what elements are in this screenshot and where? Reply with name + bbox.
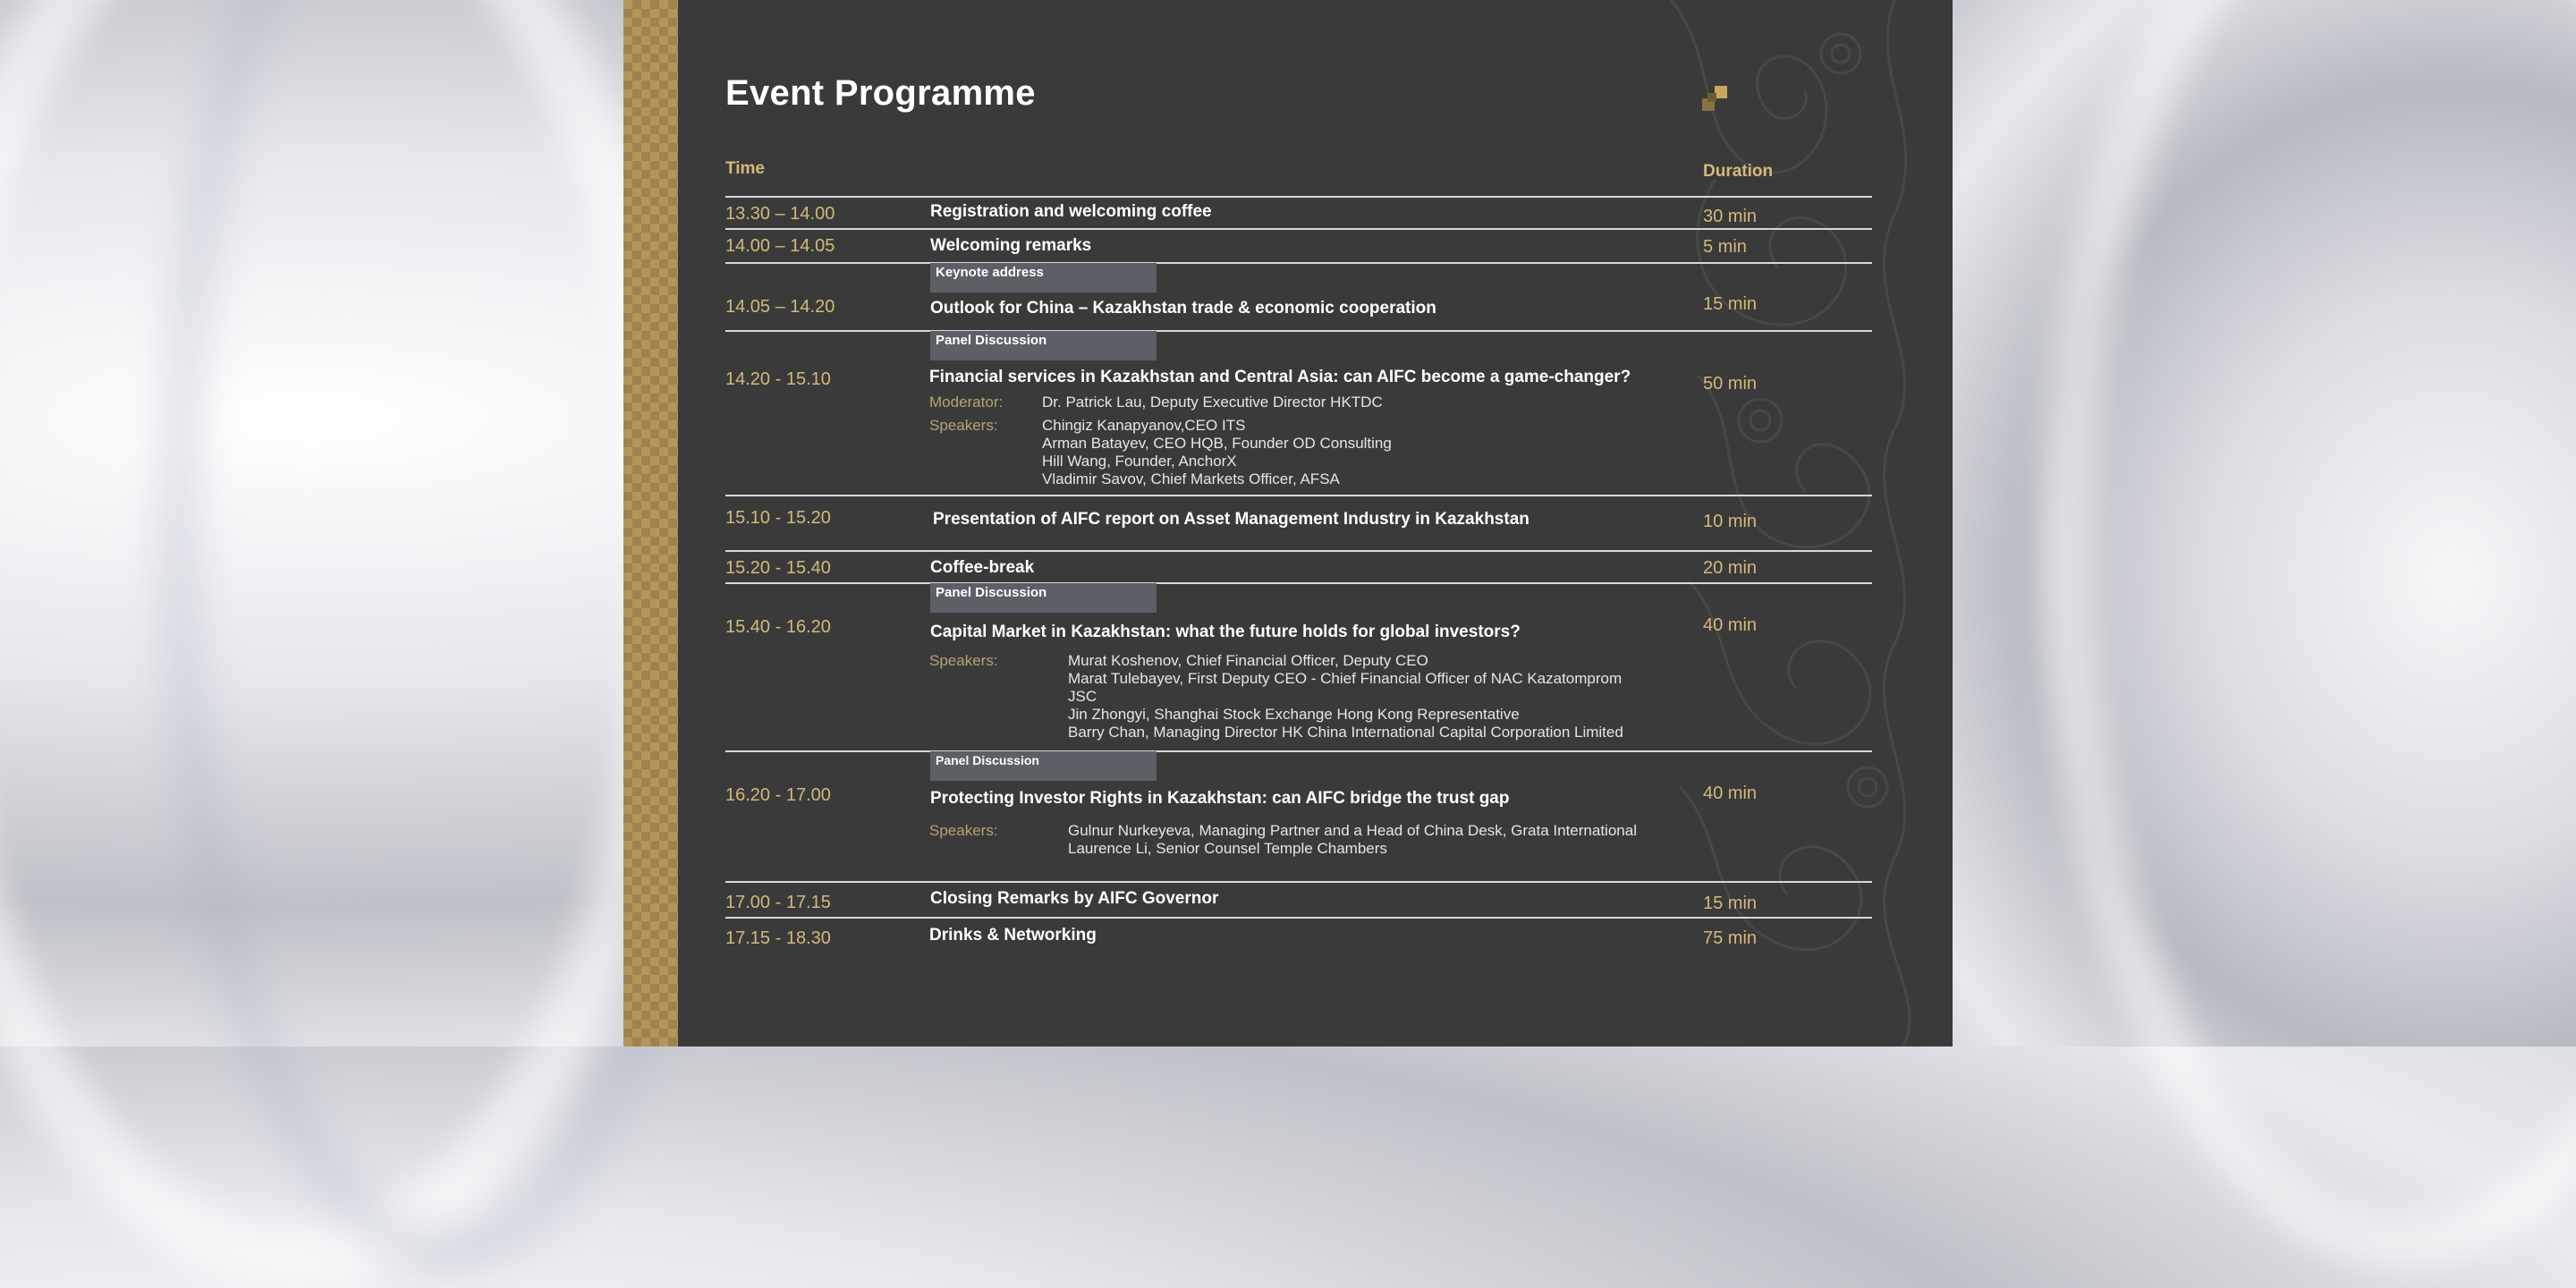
speaker: Chingiz Kanapyanov,CEO ITS <box>1042 417 1246 434</box>
row-title: Presentation of AIFC report on Asset Management Industry in Kazakhstan <box>933 510 1530 529</box>
row-duration: 15 min <box>1703 294 1758 314</box>
row-duration: 40 min <box>1703 615 1758 635</box>
speaker-list <box>1068 822 1637 858</box>
speaker-list <box>1068 652 1623 741</box>
speaker: Murat Koshenov, Chief Financial Officer, Deputy CEO <box>1068 652 1428 669</box>
row-duration: 50 min <box>1703 374 1758 394</box>
row-time: 15.20 - 15.40 <box>725 558 831 578</box>
row-duration: 5 min <box>1703 237 1747 257</box>
row-divider <box>725 262 1872 264</box>
row-time: 14.05 – 14.20 <box>725 297 835 317</box>
speaker: Vladimir Savov, Chief Markets Officer, AFSA <box>1042 470 1340 487</box>
row-time: 15.10 - 15.20 <box>725 508 831 528</box>
speaker: Laurence Li, Senior Counsel Temple Chambers <box>1068 840 1387 857</box>
speaker: Hill Wang, Founder, AnchorX <box>1042 453 1237 470</box>
row-time: 15.40 - 16.20 <box>725 617 831 637</box>
speaker: Gulnur Nurkeyeva, Managing Partner and a Head of China Desk, Grata International <box>1068 822 1637 839</box>
speaker: JSC <box>1068 688 1097 705</box>
row-divider <box>725 917 1872 919</box>
row-time: 14.20 - 15.10 <box>725 369 831 389</box>
row-title: Outlook for China – Kazakhstan trade & economic cooperation <box>930 299 1436 318</box>
row-time: 14.00 – 14.05 <box>725 236 835 256</box>
row-time: 17.15 - 18.30 <box>725 928 831 948</box>
row-title: Closing Remarks by AIFC Governor <box>930 889 1219 908</box>
row-duration: 75 min <box>1703 928 1758 948</box>
speaker: Jin Zhongyi, Shanghai Stock Exchange Hong Kong Representative <box>1068 706 1520 723</box>
speakers-label: Speakers: <box>929 822 998 839</box>
row-title: Welcoming remarks <box>930 236 1092 255</box>
row-duration: 30 min <box>1703 207 1758 226</box>
row-title: Drinks & Networking <box>929 926 1097 945</box>
row-title: Capital Market in Kazakhstan: what the future holds for global investors? <box>930 623 1521 641</box>
speaker: Barry Chan, Managing Director HK China International Capital Corporation Limited <box>1068 724 1623 741</box>
row-divider <box>725 881 1872 883</box>
row-title: Protecting Investor Rights in Kazakhstan: can AIFC bridge the trust gap <box>930 789 1510 808</box>
row-divider <box>725 582 1872 584</box>
speakers-label: Speakers: <box>929 417 998 434</box>
row-divider <box>725 495 1872 496</box>
speaker: Arman Batayev, CEO HQB, Founder OD Consulting <box>1042 435 1392 452</box>
row-duration: 20 min <box>1703 558 1758 578</box>
row-title: Coffee-break <box>930 558 1035 577</box>
row-divider <box>725 550 1872 552</box>
speaker-list <box>1042 417 1392 488</box>
row-title: Registration and welcoming coffee <box>930 202 1212 221</box>
programme-panel <box>678 0 1953 1046</box>
speakers-label: Speakers: <box>929 652 998 669</box>
duration-header: Duration <box>1703 162 1774 181</box>
session-tag: Panel Discussion <box>930 331 1157 360</box>
moderator-label: Moderator: <box>929 394 1004 411</box>
gold-squares-icon <box>1702 86 1729 113</box>
row-title: Financial services in Kazakhstan and Central Asia: can AIFC become a game-changer? <box>929 368 1631 386</box>
row-divider <box>725 196 1872 198</box>
row-divider <box>725 228 1872 230</box>
row-time: 13.30 – 14.00 <box>725 204 835 224</box>
row-time: 17.00 - 17.15 <box>725 893 831 912</box>
gold-pattern-stripe <box>623 0 678 1046</box>
row-divider <box>725 750 1872 752</box>
row-duration: 15 min <box>1703 894 1758 913</box>
row-time: 16.20 - 17.00 <box>725 785 831 805</box>
row-duration: 40 min <box>1703 784 1758 803</box>
page-title: Event Programme <box>725 73 1036 113</box>
session-tag: Keynote address <box>930 263 1157 292</box>
session-tag: Panel Discussion <box>930 583 1157 613</box>
row-duration: 10 min <box>1703 512 1758 531</box>
moderator-name: Dr. Patrick Lau, Deputy Executive Director HKTDC <box>1042 394 1383 411</box>
speaker: Marat Tulebayev, First Deputy CEO - Chief Financial Officer of NAC Kazatomprom <box>1068 670 1623 687</box>
background-swirl <box>2039 0 2576 1270</box>
time-header: Time <box>725 159 766 178</box>
session-tag: Panel Discussion <box>930 751 1157 781</box>
row-divider <box>725 330 1872 332</box>
